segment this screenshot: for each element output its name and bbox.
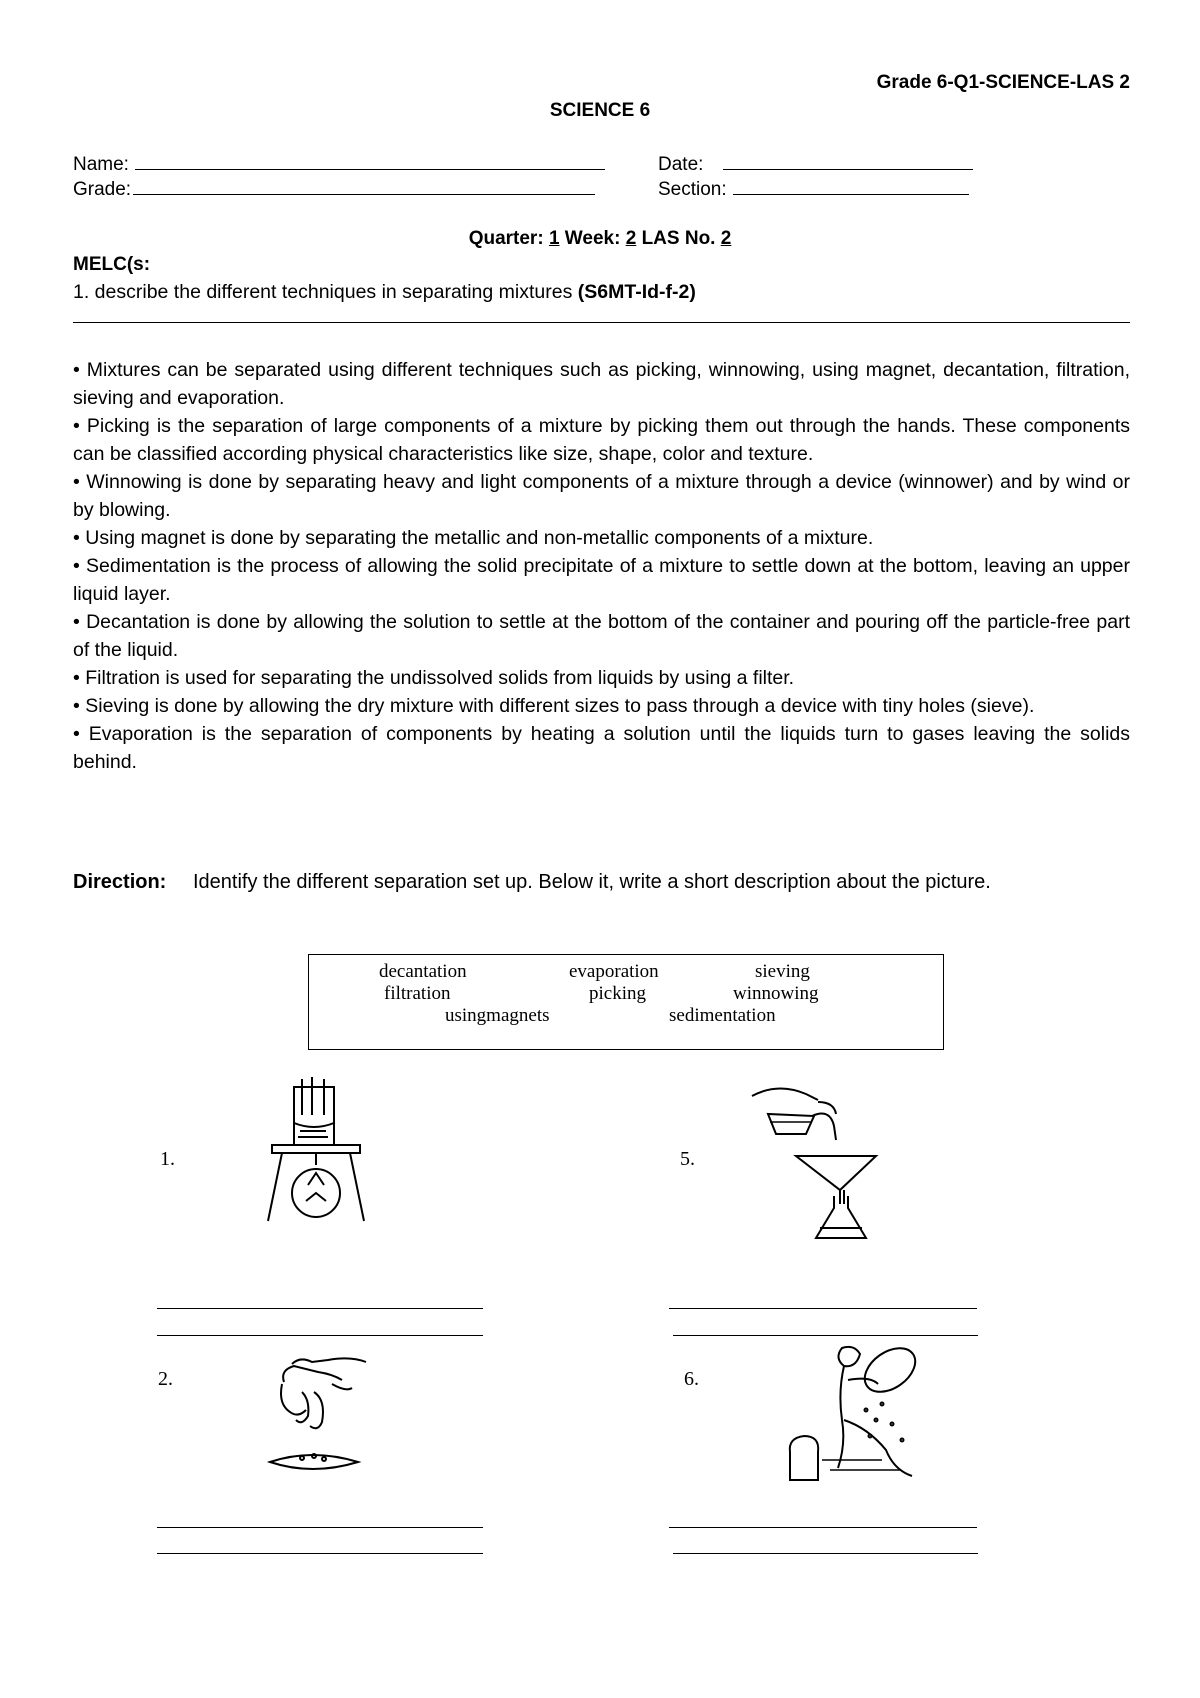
answer-line-2b[interactable] bbox=[157, 1553, 483, 1554]
quarter-value: 1 bbox=[548, 228, 560, 249]
date-label: Date: bbox=[658, 154, 704, 175]
answer-line-5b[interactable] bbox=[673, 1335, 978, 1336]
section-field bbox=[658, 177, 969, 201]
grade-label: Grade: bbox=[73, 179, 132, 200]
item-number-2: 2. bbox=[158, 1368, 173, 1390]
answer-line-2a[interactable] bbox=[157, 1527, 483, 1528]
filtration-setup-illustration bbox=[748, 1078, 888, 1246]
melc-item bbox=[73, 281, 696, 304]
bullet-list bbox=[73, 356, 1130, 776]
bullet-item: • Using magnet is done by separating the metallic and non-metallic components of a mixture. bbox=[73, 527, 874, 549]
answer-line-1a[interactable] bbox=[157, 1308, 483, 1309]
word-decantation: decantation bbox=[379, 961, 467, 982]
bullet-item: • Winnowing is done by separating heavy and light components of a mixture through a device (winnower) and by wind or by blowing. bbox=[73, 471, 1130, 521]
direction-text: Identify the different separation set up. Below it, write a short description about the picture. bbox=[193, 871, 991, 893]
evaporation-setup-illustration bbox=[262, 1075, 372, 1225]
direction bbox=[73, 868, 1133, 928]
word-box bbox=[308, 954, 944, 1050]
item-number-6: 6. bbox=[684, 1368, 699, 1390]
name-label: Name: bbox=[73, 154, 129, 175]
answer-line-5a[interactable] bbox=[669, 1308, 977, 1309]
bullet-item: • Decantation is done by allowing the solution to settle at the bottom of the container and pouring off the particle-free part of the liquid. bbox=[73, 611, 1130, 661]
answer-line-6b[interactable] bbox=[673, 1553, 978, 1554]
direction-label: Direction: bbox=[73, 871, 167, 893]
date-blank[interactable] bbox=[723, 152, 973, 170]
quarter-label: Quarter: bbox=[468, 228, 544, 249]
melc-item-code: (S6MT-Id-f-2) bbox=[577, 281, 696, 303]
word-picking: picking bbox=[589, 983, 646, 1004]
divider bbox=[73, 322, 1130, 323]
picking-illustration bbox=[262, 1352, 372, 1482]
date-field bbox=[658, 152, 973, 176]
document-code: Grade 6-Q1-SCIENCE-LAS 2 bbox=[876, 72, 1130, 93]
grade-blank[interactable] bbox=[133, 177, 595, 195]
word-sieving: sieving bbox=[755, 961, 810, 982]
word-winnowing: winnowing bbox=[733, 983, 819, 1004]
word-evaporation: evaporation bbox=[569, 961, 659, 982]
answer-line-1b[interactable] bbox=[157, 1335, 483, 1336]
quarter-line bbox=[0, 228, 1200, 250]
bullet-item: • Mixtures can be separated using different techniques such as picking, winnowing, using magnet, decantation, filtration, sieving and evaporation. bbox=[73, 359, 1130, 409]
bullet-item: • Filtration is used for separating the undissolved solids from liquids by using a filter. bbox=[73, 667, 795, 689]
bullet-item: • Evaporation is the separation of components by heating a solution until the liquids turn to gases leaving the solids behind. bbox=[73, 723, 1130, 773]
word-sedimentation: sedimentation bbox=[669, 1005, 776, 1026]
name-field bbox=[73, 152, 605, 176]
name-blank[interactable] bbox=[135, 152, 605, 170]
las-value: 2 bbox=[720, 228, 732, 249]
week-value: 2 bbox=[625, 228, 637, 249]
grade-field bbox=[73, 177, 595, 201]
word-filtration: filtration bbox=[384, 983, 451, 1004]
section-blank[interactable] bbox=[733, 177, 969, 195]
section-label: Section: bbox=[658, 179, 727, 200]
winnowing-illustration bbox=[782, 1340, 932, 1490]
bullet-item: • Sedimentation is the process of allowing the solid precipitate of a mixture to settle down at the bottom, leaving an upper liquid layer. bbox=[73, 555, 1130, 605]
week-label: Week: bbox=[564, 228, 621, 249]
page-title: SCIENCE 6 bbox=[549, 100, 651, 121]
las-label: LAS No. bbox=[641, 228, 716, 249]
item-number-5: 5. bbox=[680, 1148, 695, 1170]
answer-line-6a[interactable] bbox=[669, 1527, 977, 1528]
melc-heading: MELC(s: bbox=[73, 254, 151, 275]
word-using-magnets: usingmagnets bbox=[445, 1005, 550, 1026]
bullet-item: • Picking is the separation of large components of a mixture by picking them out through the hands. These components can be classified according physical characteristics like size, shape, color and texture. bbox=[73, 415, 1130, 465]
bullet-item: • Sieving is done by allowing the dry mixture with different sizes to pass through a device with tiny holes (sieve). bbox=[73, 695, 1035, 717]
item-number-1: 1. bbox=[160, 1148, 175, 1170]
melc-item-text: 1. describe the different techniques in separating mixtures bbox=[73, 281, 573, 303]
